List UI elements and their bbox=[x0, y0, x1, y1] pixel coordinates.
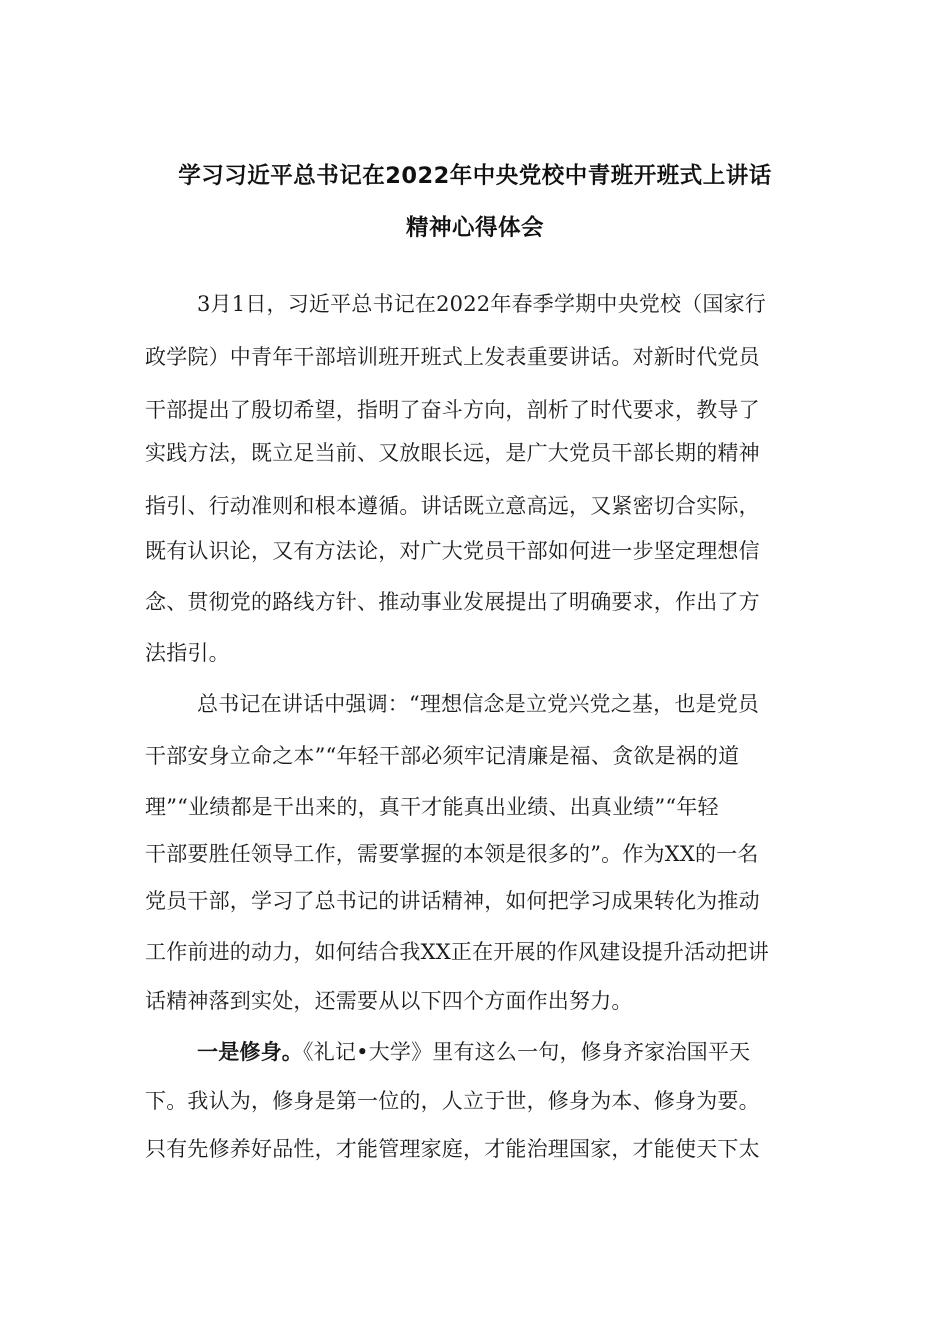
paragraph-1-line: 指引、行动准则和根本遵循。讲话既立意高远，又紧密切合实际， bbox=[145, 494, 760, 518]
paragraph-3-line-1-text: 《礼记•大学》里有这么一句，修身齐家治国平天 bbox=[303, 1040, 751, 1064]
paragraph-3-lead: 一是修身。 bbox=[197, 1040, 303, 1064]
paragraph-2-line: 工作前进的动力，如何结合我XX正在开展的作风建设提升活动把讲 bbox=[145, 940, 769, 964]
paragraph-2-line: 话精神落到实处，还需要从以下四个方面作出努力。 bbox=[145, 989, 633, 1013]
paragraph-1-line: 政学院）中青年干部培训班开班式上发表重要讲话。对新时代党员 bbox=[145, 345, 760, 369]
paragraph-1-line: 干部提出了殷切希望，指明了奋斗方向，剖析了时代要求，教导了 bbox=[145, 398, 760, 422]
paragraph-3-line: 只有先修养好品性，才能管理家庭，才能治理国家，才能使天下太 bbox=[145, 1137, 760, 1161]
paragraph-1-line: 实践方法，既立足当前、又放眼长远，是广大党员干部长期的精神 bbox=[145, 441, 760, 465]
paragraph-1-line: 念、贯彻党的路线方针、推动事业发展提出了明确要求，作出了方 bbox=[145, 590, 760, 614]
paragraph-1-line: 既有认识论，又有方法论，对广大党员干部如何进一步坚定理想信 bbox=[145, 539, 760, 563]
paragraph-3-line: 下。我认为，修身是第一位的，人立于世，修身为本、修身为要。 bbox=[145, 1089, 760, 1113]
paragraph-2-line: 理”“业绩都是干出来的，真干才能真出业绩、出真业绩”“年轻 bbox=[145, 795, 719, 819]
document-title-line-1: 学习习近平总书记在2022年中央党校中青班开班式上讲话 bbox=[178, 163, 772, 189]
paragraph-2-line: 总书记在讲话中强调：“理想信念是立党兴党之基，也是党员 bbox=[197, 692, 760, 716]
paragraph-2-line: 干部要胜任领导工作，需要掌握的本领是很多的”。作为XX的一名 bbox=[145, 842, 759, 866]
paragraph-1-line: 3月1日，习近平总书记在2022年春季学期中央党校（国家行 bbox=[197, 292, 766, 316]
document-title-line-2: 精神心得体会 bbox=[405, 215, 544, 241]
paragraph-2-line: 干部安身立命之本”“年轻干部必须牢记清廉是福、贪欲是祸的道 bbox=[145, 744, 740, 768]
paragraph-1-line: 法指引。 bbox=[145, 641, 230, 665]
paragraph-3-line bbox=[197, 1036, 750, 1066]
paragraph-2-line: 党员干部，学习了总书记的讲话精神，如何把学习成果转化为推动 bbox=[145, 889, 760, 913]
